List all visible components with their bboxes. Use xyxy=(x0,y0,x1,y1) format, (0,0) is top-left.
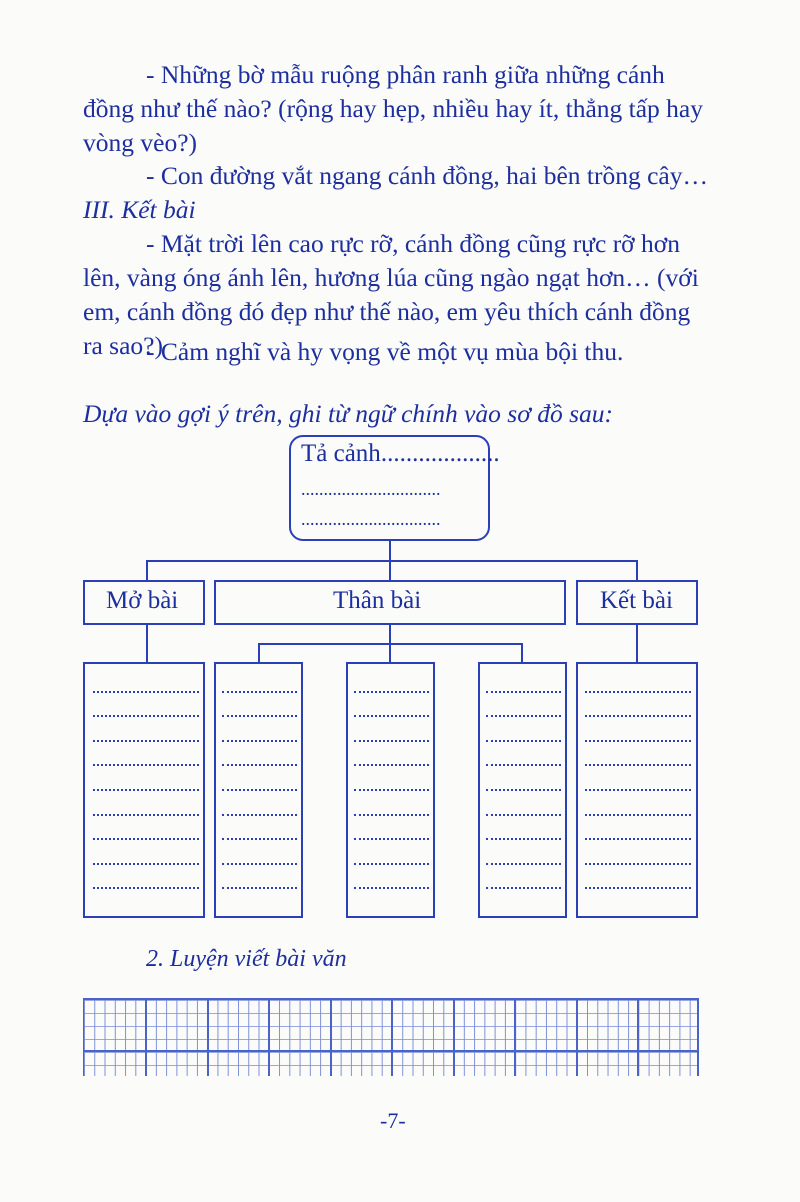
diagram-instruction: Dựa vào gợi ý trên, ghi từ ngữ chính vào sơ đồ sau: xyxy=(83,399,614,428)
answer-lines xyxy=(585,668,691,912)
connector xyxy=(636,560,638,580)
text-line-2: đồng như thế nào? (rộng hay hẹp, nhiều hay ít, thẳng tấp hay xyxy=(83,94,703,123)
text-line-5: - Mặt trời lên cao rực rỡ, cánh đồng cũng rực rỡ hơn xyxy=(146,229,681,258)
connector xyxy=(146,624,148,662)
connector xyxy=(258,643,260,662)
diagram-top-label: Tả cảnh................... xyxy=(301,440,500,467)
diagram-label-mo-bai: Mở bài xyxy=(106,587,179,614)
connector xyxy=(389,540,391,561)
connector xyxy=(146,560,148,580)
diagram-top-dots-2: ............................... xyxy=(301,479,441,499)
connector xyxy=(146,560,637,562)
text-line-3: vòng vèo?) xyxy=(83,128,198,157)
text-line-7: em, cánh đồng đó đẹp như thế nào, em yêu thích cánh đồng xyxy=(83,297,691,326)
diagram-top-dots-3: ............................... xyxy=(301,509,441,529)
text-line-4: - Con đường vắt ngang cánh đồng, hai bên trồng cây… xyxy=(146,161,708,190)
connector xyxy=(389,643,391,662)
answer-lines xyxy=(486,668,561,912)
answer-lines xyxy=(222,668,297,912)
writing-grid xyxy=(83,998,699,1076)
diagram-label-ket-bai: Kết bài xyxy=(600,587,673,614)
text-line-6: lên, vàng óng ánh lên, hương lúa cũng ngào ngạt hơn… (với xyxy=(83,263,699,292)
text-line-1: - Những bờ mẫu ruộng phân ranh giữa những cánh xyxy=(146,60,665,89)
answer-lines xyxy=(354,668,429,912)
page-number: -7- xyxy=(380,1108,406,1133)
section-2-heading: 2. Luyện viết bài văn xyxy=(146,946,347,972)
connector xyxy=(521,643,523,662)
section-heading-ket-bai: III. Kết bài xyxy=(83,195,196,224)
connector xyxy=(389,624,391,644)
answer-lines xyxy=(93,668,199,912)
diagram-label-than-bai: Thân bài xyxy=(333,587,422,614)
connector xyxy=(389,560,391,580)
text-line-9: - Cảm nghĩ và hy vọng về một vụ mùa bội thu. xyxy=(146,337,624,366)
text-line-8: ra sao?) xyxy=(83,331,163,360)
connector xyxy=(636,624,638,662)
